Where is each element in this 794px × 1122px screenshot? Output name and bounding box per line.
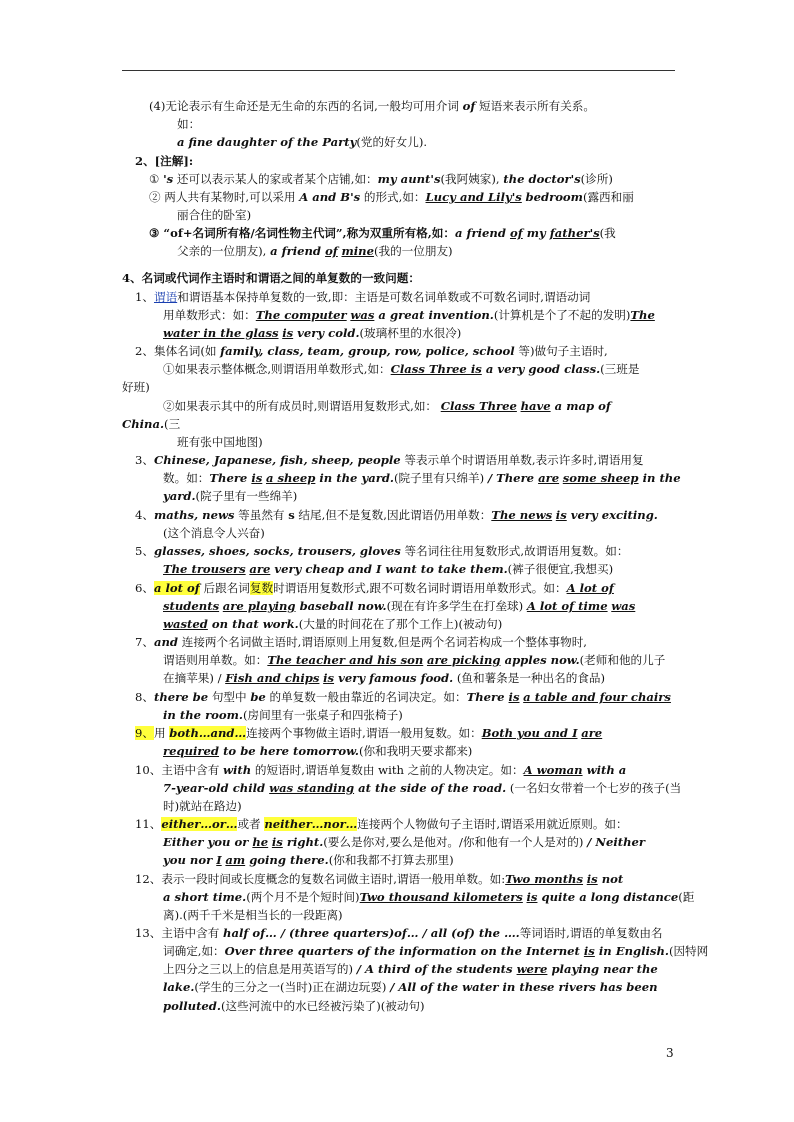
text-line bbox=[163, 598, 635, 615]
text-segment: 丽合住的卧室) bbox=[177, 208, 252, 222]
text-segment: 的单复数一般由靠近的名词决定。如： bbox=[265, 690, 467, 704]
text-segment: my aunt's bbox=[377, 172, 441, 186]
text-segment: 9、 bbox=[135, 726, 154, 740]
text-segment: is bbox=[323, 671, 335, 685]
text-segment: 等表示单个时谓语用单数,表示许多时,谓语用复 bbox=[400, 453, 644, 467]
text-segment: (露西和丽 bbox=[582, 190, 634, 204]
text-segment: a short time. bbox=[163, 890, 247, 904]
text-segment: Both you and I bbox=[481, 726, 578, 740]
text-segment: in the yard. bbox=[315, 471, 394, 485]
text-segment: 句型中 bbox=[208, 690, 251, 704]
text-line bbox=[163, 998, 425, 1015]
text-segment: yard. bbox=[163, 489, 196, 503]
text-segment: 和谓语基本保持单复数的一致,即：主语是可数名词单数或不可数名词时,谓语动词 bbox=[177, 290, 591, 304]
text-line bbox=[163, 780, 681, 797]
text-segment: / All of the water in these rivers has been bbox=[390, 980, 658, 994]
text-segment: 连接两个名词做主语时,谓语原则上用复数,但是两个名词若构成一个整体事物时, bbox=[178, 635, 587, 649]
text-segment: neither…nor… bbox=[264, 817, 358, 831]
text-segment: bedroom bbox=[525, 190, 583, 204]
text-line bbox=[135, 289, 590, 306]
text-line bbox=[163, 616, 502, 633]
text-segment: a friend bbox=[270, 244, 326, 258]
text-segment: 后跟名词 bbox=[199, 581, 250, 595]
text-segment: with a bbox=[582, 763, 627, 777]
text-segment: 谓语则用单数。如： bbox=[163, 653, 268, 667]
text-segment: ③ “of+名词所有格/名词性物主代词”,称为双重所有格,如： bbox=[149, 226, 455, 240]
text-segment: 1、 bbox=[135, 290, 154, 304]
text-segment: 父亲的一位朋友), bbox=[177, 244, 271, 258]
text-segment: The teacher and his son bbox=[267, 653, 424, 667]
text-segment: Fish and chips bbox=[225, 671, 320, 685]
text-segment: (因特网 bbox=[668, 944, 709, 958]
text-segment: (要么是你对,要么是他对。/你和他有一个人是对的) bbox=[323, 835, 588, 849]
text-segment: not bbox=[597, 872, 624, 886]
text-segment: 连接两个人物做句子主语时,谓语采用就近原则。如： bbox=[357, 817, 628, 831]
text-segment: 在摘苹果) / bbox=[163, 671, 226, 685]
text-segment: have bbox=[520, 399, 551, 413]
text-line bbox=[122, 379, 150, 396]
text-segment: the doctor's bbox=[503, 172, 581, 186]
text-segment: a very good class. bbox=[481, 362, 601, 376]
text-segment: and bbox=[153, 635, 179, 649]
text-segment: apples now. bbox=[500, 653, 580, 667]
text-segment: 8、 bbox=[135, 690, 154, 704]
text-line bbox=[177, 207, 251, 224]
link-text[interactable]: 谓语 bbox=[153, 290, 178, 304]
text-line bbox=[122, 416, 180, 433]
text-segment: very famous food. bbox=[334, 671, 454, 685]
text-segment: (三 bbox=[164, 417, 181, 431]
text-segment: 上四分之三以上的信息是用英语写的) bbox=[163, 962, 357, 976]
text-line bbox=[163, 961, 658, 978]
text-segment: is bbox=[586, 872, 598, 886]
text-segment: my bbox=[522, 226, 550, 240]
text-segment: some sheep bbox=[562, 471, 639, 485]
text-segment: of bbox=[325, 244, 338, 258]
text-segment: 12、表示一段时间或长度概念的复数名词做主语时,谓语一般用单数。如: bbox=[135, 872, 506, 886]
text-segment: 6、 bbox=[135, 581, 154, 595]
text-line bbox=[135, 762, 626, 779]
text-line bbox=[135, 452, 644, 469]
text-line bbox=[177, 434, 263, 451]
text-segment: in the bbox=[638, 471, 681, 485]
text-segment: (一名妇女带着一个七岁的孩子(当 bbox=[506, 781, 682, 795]
text-line bbox=[163, 398, 611, 415]
text-line bbox=[135, 634, 587, 651]
text-line bbox=[163, 488, 297, 505]
text-segment: are picking bbox=[426, 653, 501, 667]
text-segment: (这个消息令人兴奋) bbox=[163, 526, 265, 540]
text-segment: 时)就站在路边) bbox=[163, 799, 242, 813]
text-line bbox=[163, 670, 605, 687]
text-segment: a great invention. bbox=[374, 308, 494, 322]
text-segment: (你和我明天要求都来) bbox=[358, 744, 473, 758]
text-segment: Class Three is bbox=[390, 362, 482, 376]
text-line bbox=[177, 116, 200, 133]
text-segment: a map of bbox=[550, 399, 611, 413]
text-segment: 时谓语用复数形式,跟不可数名词时谓语用单数形式。如： bbox=[273, 581, 567, 595]
text-segment: to be here tomorrow. bbox=[219, 744, 359, 758]
text-line bbox=[163, 361, 639, 378]
text-segment: 的形式,如： bbox=[360, 190, 426, 204]
text-segment: A woman bbox=[523, 763, 583, 777]
text-segment: is bbox=[271, 835, 283, 849]
text-line bbox=[163, 307, 655, 324]
text-line bbox=[177, 243, 453, 260]
text-segment: 班有张中国地图) bbox=[177, 435, 263, 449]
text-segment: (4)无论表示有生命还是无生命的东西的名词,一般均可用介词 bbox=[149, 99, 463, 113]
text-segment: is bbox=[508, 690, 520, 704]
text-segment: ① bbox=[149, 172, 164, 186]
text-segment: (我的一位朋友) bbox=[373, 244, 453, 258]
text-line bbox=[163, 707, 403, 724]
text-segment: 2、[注解]: bbox=[135, 154, 194, 168]
text-segment: 5、 bbox=[135, 544, 154, 558]
text-segment: 用单数形式：如： bbox=[163, 308, 256, 322]
text-segment: 7-year-old child bbox=[163, 781, 270, 795]
text-line bbox=[135, 725, 602, 742]
text-segment: on that work. bbox=[207, 617, 299, 631]
text-segment: 词确定,如： bbox=[163, 944, 225, 958]
text-segment: A lot of bbox=[566, 581, 614, 595]
text-segment: 等词语时,谓语的单复数由名 bbox=[519, 926, 663, 940]
text-segment: is bbox=[282, 326, 294, 340]
text-segment: 11、 bbox=[135, 817, 162, 831]
text-segment: is bbox=[251, 471, 263, 485]
text-segment: 4、名词或代词作主语时和谓语之间的单复数的一致问题： bbox=[122, 271, 420, 285]
text-line bbox=[177, 134, 427, 151]
text-segment: very cheap and I want to take them. bbox=[270, 562, 508, 576]
text-segment: Chinese, Japanese, fish, sheep, people bbox=[153, 453, 401, 467]
text-line bbox=[163, 561, 613, 578]
text-segment: (我 bbox=[599, 226, 616, 240]
text-segment: 3、 bbox=[135, 453, 154, 467]
text-segment: are playing bbox=[222, 599, 296, 613]
text-line bbox=[163, 798, 242, 815]
text-segment: s bbox=[288, 508, 295, 522]
text-segment: 或者 bbox=[237, 817, 265, 831]
text-segment: 连接两个事物做主语时,谓语一般用复数。如： bbox=[246, 726, 482, 740]
text-segment: a fine daughter of the Party bbox=[177, 135, 357, 149]
text-segment: There bbox=[466, 690, 509, 704]
text-segment: a table and four chairs bbox=[523, 690, 671, 704]
text-line bbox=[163, 325, 461, 342]
text-segment: both…and… bbox=[169, 726, 247, 740]
text-line bbox=[135, 580, 614, 597]
text-segment: 13、主语中含有 bbox=[135, 926, 224, 940]
text-segment: Over three quarters of the information on the Internet bbox=[224, 944, 584, 958]
text-segment: (学生的三分之一(当时)正在湖边玩耍) bbox=[194, 980, 391, 994]
text-segment: is bbox=[526, 890, 538, 904]
text-segment: (诊所) bbox=[580, 172, 613, 186]
text-segment: 等虽然有 bbox=[234, 508, 289, 522]
page-number: 3 bbox=[666, 1046, 674, 1060]
text-segment: mine bbox=[341, 244, 374, 258]
text-segment: (鱼和薯条是一种出名的食品) bbox=[453, 671, 606, 685]
text-segment: with bbox=[223, 763, 252, 777]
text-segment: are bbox=[538, 471, 560, 485]
text-segment: in the room. bbox=[163, 708, 243, 722]
text-segment: either…or… bbox=[161, 817, 238, 831]
text-segment: baseball now. bbox=[295, 599, 387, 613]
text-line bbox=[135, 343, 608, 360]
text-line bbox=[135, 507, 658, 524]
text-segment: / There bbox=[487, 471, 539, 485]
text-line bbox=[163, 979, 658, 996]
text-segment: students bbox=[163, 599, 220, 613]
text-segment: The bbox=[630, 308, 655, 322]
text-segment: (党的好女儿). bbox=[356, 135, 428, 149]
text-segment: 如： bbox=[177, 117, 201, 131]
text-segment: Class Three bbox=[440, 399, 517, 413]
text-segment: am bbox=[225, 853, 246, 867]
text-line bbox=[149, 98, 595, 115]
text-segment: ②如果表示其中的所有成员时,则谓语用复数形式,如： bbox=[163, 399, 441, 413]
text-line bbox=[163, 525, 265, 542]
text-segment: (现在有许多学生在打垒球) bbox=[386, 599, 527, 613]
text-segment: at the side of the road. bbox=[354, 781, 507, 795]
text-segment: A lot of time bbox=[526, 599, 608, 613]
text-segment: (我阿姨家), bbox=[440, 172, 504, 186]
text-segment: of bbox=[462, 99, 476, 113]
text-segment: 离).(两千千米是相当长的一段距离) bbox=[163, 908, 343, 922]
text-segment: Either you or bbox=[163, 835, 253, 849]
text-segment: very exciting. bbox=[566, 508, 658, 522]
text-segment: a sheep bbox=[265, 471, 316, 485]
text-line bbox=[163, 652, 665, 669]
text-segment: water in the glass bbox=[163, 326, 279, 340]
text-segment: family, class, team, group, row, police, school bbox=[220, 344, 515, 358]
text-segment: 用 bbox=[153, 726, 170, 740]
text-segment: (老师和他的儿子 bbox=[579, 653, 666, 667]
text-segment: 10、主语中含有 bbox=[135, 763, 224, 777]
text-line bbox=[122, 270, 420, 287]
text-segment: 4、 bbox=[135, 508, 154, 522]
text-segment: very cold. bbox=[293, 326, 360, 340]
header-rule bbox=[122, 70, 675, 71]
text-segment: 结尾,但不是复数,因此谓语仍用单数： bbox=[294, 508, 492, 522]
text-segment: glasses, shoes, socks, trousers, gloves bbox=[153, 544, 401, 558]
text-segment: The computer bbox=[255, 308, 347, 322]
text-line bbox=[135, 871, 623, 888]
text-segment: Lucy and Lily's bbox=[425, 190, 522, 204]
text-line bbox=[163, 470, 681, 487]
text-segment: required bbox=[163, 744, 220, 758]
text-segment: (裤子很便宜,我想买) bbox=[507, 562, 614, 576]
text-line bbox=[135, 816, 628, 833]
text-line bbox=[135, 543, 628, 560]
text-segment: China. bbox=[122, 417, 165, 431]
text-segment: (这些河流中的水已经被污染了)(被动句) bbox=[220, 999, 425, 1013]
text-segment: (三班是 bbox=[600, 362, 640, 376]
text-segment: (大量的时间花在了那个工作上)(被动句) bbox=[298, 617, 503, 631]
text-line bbox=[163, 943, 708, 960]
text-segment: 复数 bbox=[249, 581, 274, 595]
text-line bbox=[163, 889, 694, 906]
text-line bbox=[163, 852, 454, 869]
text-segment: was bbox=[611, 599, 636, 613]
text-segment: father's bbox=[549, 226, 600, 240]
text-segment: (计算机是个了不起的发明) bbox=[493, 308, 631, 322]
text-segment: you nor bbox=[163, 853, 217, 867]
text-line bbox=[149, 225, 616, 242]
text-segment: ①如果表示整体概念,则谓语用单数形式,如： bbox=[163, 362, 391, 376]
text-segment: Two thousand kilometers bbox=[359, 890, 523, 904]
text-segment: is bbox=[555, 508, 567, 522]
text-segment: wasted bbox=[163, 617, 208, 631]
text-segment: 2、集体名词(如 bbox=[135, 344, 221, 358]
text-segment: (你和我都不打算去那里) bbox=[328, 853, 454, 867]
text-segment: a friend bbox=[454, 226, 510, 240]
text-segment: / Neither bbox=[587, 835, 645, 849]
text-line bbox=[135, 689, 671, 706]
text-segment: The trousers bbox=[163, 562, 246, 576]
text-segment: ② 两人共有某物时,可以采用 bbox=[149, 190, 300, 204]
text-segment: 's bbox=[163, 172, 174, 186]
text-segment: was bbox=[350, 308, 375, 322]
text-segment: (距 bbox=[678, 890, 695, 904]
text-segment: The news bbox=[491, 508, 553, 522]
text-segment: / A third of the students bbox=[356, 962, 517, 976]
text-segment: quite a long distance bbox=[537, 890, 679, 904]
text-segment: 短语来表示所有关系。 bbox=[475, 99, 595, 113]
text-segment: 好班) bbox=[122, 380, 150, 394]
text-segment: be bbox=[250, 690, 266, 704]
text-segment: 还可以表示某人的家或者某个店铺,如： bbox=[173, 172, 378, 186]
text-line bbox=[163, 743, 472, 760]
text-line bbox=[149, 189, 634, 206]
text-segment: lake. bbox=[163, 980, 195, 994]
text-segment: (玻璃杯里的水很冷) bbox=[359, 326, 462, 340]
text-segment: are bbox=[581, 726, 603, 740]
text-line bbox=[149, 171, 613, 188]
text-segment: he bbox=[252, 835, 269, 849]
text-line bbox=[163, 907, 343, 924]
text-segment: (院子里有只绵羊) bbox=[393, 471, 488, 485]
text-segment: a lot of bbox=[153, 581, 200, 595]
text-segment: is bbox=[583, 944, 595, 958]
text-segment: of bbox=[509, 226, 523, 240]
text-segment: 数。如： bbox=[163, 471, 210, 485]
text-segment: there be bbox=[153, 690, 209, 704]
text-segment: A and B's bbox=[299, 190, 361, 204]
text-segment: half of… / (three quarters)of… / all (of) the …. bbox=[223, 926, 520, 940]
text-segment: are bbox=[249, 562, 271, 576]
text-segment: maths, news bbox=[153, 508, 235, 522]
text-segment: right. bbox=[282, 835, 324, 849]
text-segment: (房间里有一张桌子和四张椅子) bbox=[242, 708, 403, 722]
text-segment: 的短语时,谓语单复数由 with 之前的人物决定。如： bbox=[251, 763, 524, 777]
text-line bbox=[135, 925, 663, 942]
text-segment: was standing bbox=[269, 781, 355, 795]
text-segment: playing near the bbox=[547, 962, 658, 976]
text-segment: There bbox=[209, 471, 252, 485]
text-segment: were bbox=[516, 962, 548, 976]
text-segment: 等名词往往用复数形式,故谓语用复数。如： bbox=[400, 544, 629, 558]
text-segment: in English. bbox=[594, 944, 669, 958]
text-segment: I bbox=[216, 853, 222, 867]
text-segment: 等)做句子主语时, bbox=[514, 344, 608, 358]
text-segment: going there. bbox=[245, 853, 329, 867]
text-segment: Two months bbox=[505, 872, 584, 886]
text-segment: (院子里有一些绵羊) bbox=[195, 489, 298, 503]
text-line bbox=[135, 153, 193, 170]
text-line bbox=[163, 834, 645, 851]
text-segment: polluted. bbox=[163, 999, 221, 1013]
text-segment: 7、 bbox=[135, 635, 154, 649]
text-segment: (两个月不是个短时间) bbox=[246, 890, 360, 904]
